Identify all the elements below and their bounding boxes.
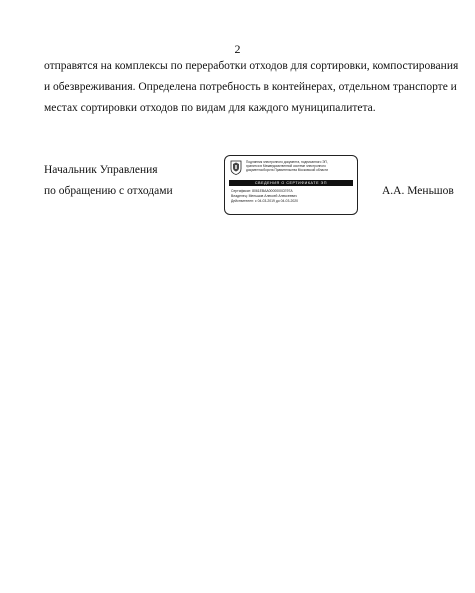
paragraph-line: и обезвреживания. Определена потребность в контейнерах, отдельном транспорте и <box>44 81 457 93</box>
stamp-header-line: документооборота Правительства Московской области <box>246 168 329 172</box>
signer-name: А.А. Меньшов <box>382 185 454 197</box>
signer-title <box>44 160 173 202</box>
coat-of-arms-icon <box>230 160 242 175</box>
stamp-owner: Владелец: Меньшов Алексей Алексеевич <box>231 194 297 199</box>
stamp-validity: Действителен: с 04-03-2019 до 04-03-2020 <box>231 199 299 204</box>
stamp-header-line: хранится в Межведомственной системе электронного <box>246 164 326 168</box>
signer-title-line: Начальник Управления <box>44 164 158 176</box>
stamp-header-line: Подлинник электронного документа, подписанного ЭП, <box>246 160 328 164</box>
signer-title-line: по обращению с отходами <box>44 185 173 197</box>
stamp-header <box>246 160 356 172</box>
paragraph-line: отправятся на комплексы по переработки отходов для сортировки, компостирования <box>44 60 459 72</box>
page-number: 2 <box>234 42 241 56</box>
paragraph-line: местах сортировки отходов по видам для каждого муниципалитета. <box>44 102 376 114</box>
electronic-signature-stamp <box>224 155 358 215</box>
stamp-details <box>231 189 355 205</box>
stamp-banner: СВЕДЕНИЯ О СЕРТИФИКАТЕ ЭП <box>229 180 353 186</box>
stamp-certificate: Сертификат: 8061EBAA0000000CE97A <box>231 189 293 193</box>
body-paragraph <box>44 56 464 119</box>
